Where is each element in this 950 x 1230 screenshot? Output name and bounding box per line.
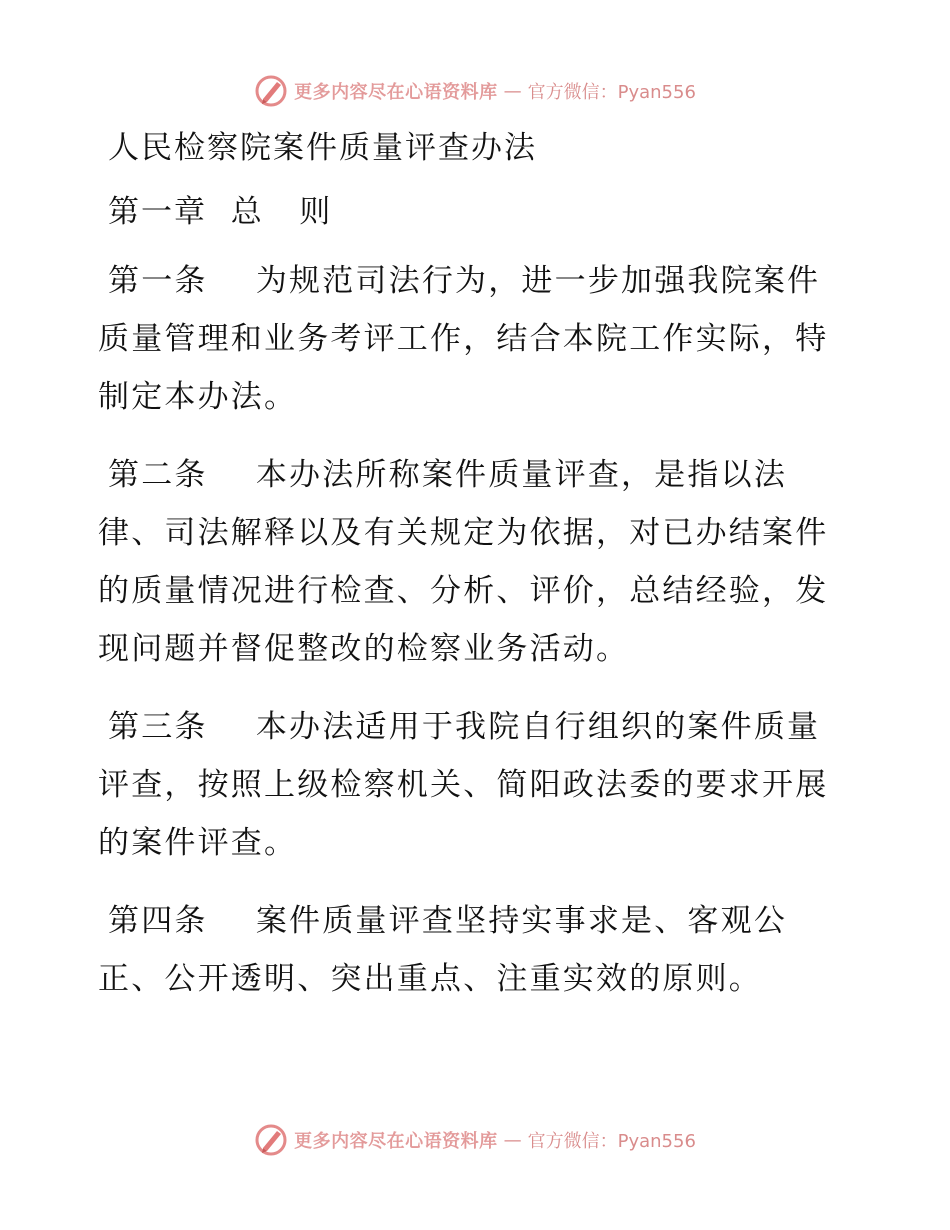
- article-first-line: [98, 892, 858, 950]
- watermark-sub-text: 官方微信：Pyan556: [527, 82, 696, 103]
- pen-logo-icon: [254, 1123, 288, 1157]
- header-watermark: [0, 71, 950, 111]
- article-number: 第一条: [108, 263, 208, 299]
- article-first-line: [98, 698, 858, 756]
- document-title: 人民检察院案件质量评查办法: [108, 130, 537, 166]
- chapter-heading: 第一章 总 则: [108, 194, 333, 230]
- article-number: 第四条: [108, 903, 208, 939]
- watermark-main-text: 更多内容尽在心语资料库: [294, 1131, 498, 1152]
- article-first-line: [98, 252, 858, 310]
- article-line: 正、公开透明、突出重点、注重实效的原则。: [98, 961, 762, 997]
- article-2: [98, 446, 858, 678]
- article-number: 第三条: [108, 709, 208, 745]
- article-text: 案件质量评查坚持实事求是、客观公: [255, 903, 788, 939]
- article-line: 质量管理和业务考评工作，结合本院工作实际，特: [98, 321, 829, 357]
- article-first-line: [98, 446, 858, 504]
- watermark-dash: —: [503, 80, 522, 102]
- footer-watermark: [0, 1120, 950, 1160]
- watermark-dash: —: [503, 1129, 522, 1151]
- watermark-group: [254, 74, 696, 108]
- article-1: [98, 252, 858, 426]
- article-line: 制定本办法。: [98, 379, 298, 415]
- article-line: 的质量情况进行检查、分析、评价，总结经验，发: [98, 573, 829, 609]
- article-3: [98, 698, 858, 872]
- article-number: 第二条: [108, 457, 208, 493]
- article-line: 的案件评查。: [98, 825, 298, 861]
- article-line: 评查，按照上级检察机关、简阳政法委的要求开展: [98, 767, 829, 803]
- article-line: 律、司法解释以及有关规定为依据，对已办结案件: [98, 515, 829, 551]
- pen-logo-icon: [254, 74, 288, 108]
- article-text: 本办法适用于我院自行组织的案件质量: [255, 709, 821, 745]
- article-text: 为规范司法行为，进一步加强我院案件: [255, 263, 821, 299]
- watermark-sub-text: 官方微信：Pyan556: [527, 1131, 696, 1152]
- watermark-group: [254, 1123, 696, 1157]
- watermark-main-text: 更多内容尽在心语资料库: [294, 82, 498, 103]
- document-body: [98, 118, 858, 1008]
- article-4: [98, 892, 858, 1008]
- article-line: 现问题并督促整改的检察业务活动。: [98, 631, 630, 667]
- article-text: 本办法所称案件质量评查，是指以法: [255, 457, 788, 493]
